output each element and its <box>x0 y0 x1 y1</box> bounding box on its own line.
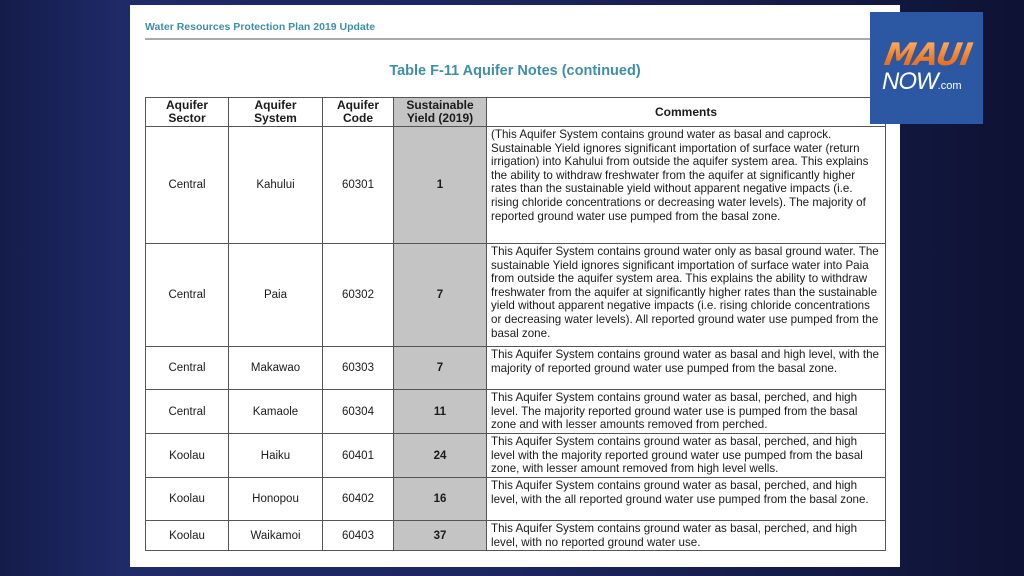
document-page <box>130 5 900 567</box>
column-header-comments: Comments <box>487 98 886 127</box>
cell-sector: Koolau <box>146 478 229 521</box>
cell-yield: 16 <box>394 478 487 521</box>
maui-now-logo <box>870 12 983 124</box>
cell-code: 60403 <box>323 521 394 551</box>
cell-system: Kamaole <box>229 390 323 434</box>
cell-sector: Koolau <box>146 521 229 551</box>
cell-comment: This Aquifer System contains ground water only as basal ground water. The sustainable Yield ignores significant importation of surface water into Paia from outside the aquifer system area. This explains the ability to withdraw freshwater from the aquifer at significantly higher rates than the sustainable yield without apparent negative impacts (i.e. rising chloride concentrations or decreasing water levels). All reported ground water use pumped from the basal zone. <box>487 244 886 347</box>
cell-yield: 37 <box>394 521 487 551</box>
logo-maui-text: MAUI <box>875 39 981 71</box>
document-header: Water Resources Protection Plan 2019 Update <box>145 21 885 40</box>
cell-sector: Central <box>146 390 229 434</box>
cell-code: 60302 <box>323 244 394 347</box>
cell-sector: Central <box>146 347 229 390</box>
cell-yield: 24 <box>394 434 487 478</box>
cell-comment: This Aquifer System contains ground water as basal, perched, and high level. The majority reported ground water use is pumped from the basal zone and with lesser amounts removed from perched. <box>487 390 886 434</box>
cell-comment: This Aquifer System contains ground water as basal and high level, with the majority of reported ground water use pumped from the basal zone. <box>487 347 886 390</box>
cell-code: 60303 <box>323 347 394 390</box>
column-header-sector: Aquifer Sector <box>146 98 229 127</box>
table-title: Table F-11 Aquifer Notes (continued) <box>389 63 641 79</box>
column-header-system: Aquifer System <box>229 98 323 127</box>
logo-now-text: NOW.com <box>882 68 962 95</box>
table-row <box>146 127 886 244</box>
column-header-code: Aquifer Code <box>323 98 394 127</box>
table-row <box>146 521 886 551</box>
cell-yield: 1 <box>394 127 487 244</box>
cell-comment: This Aquifer System contains ground water as basal, perched, and high level, with the all reported ground water use pumped from the basal zone. <box>487 478 886 521</box>
cell-comment: This Aquifer System contains ground water as basal, perched, and high level, with no reported ground water use. <box>487 521 886 551</box>
cell-code: 60401 <box>323 434 394 478</box>
cell-sector: Koolau <box>146 434 229 478</box>
table-row <box>146 478 886 521</box>
table-row <box>146 390 886 434</box>
cell-system: Kahului <box>229 127 323 244</box>
cell-yield: 7 <box>394 244 487 347</box>
table-header-row <box>146 98 886 127</box>
cell-sector: Central <box>146 244 229 347</box>
cell-code: 60402 <box>323 478 394 521</box>
cell-system: Makawao <box>229 347 323 390</box>
cell-code: 60304 <box>323 390 394 434</box>
column-header-yield: Sustainable Yield (2019) <box>394 98 487 127</box>
aquifer-notes-table <box>145 97 886 551</box>
cell-yield: 7 <box>394 347 487 390</box>
cell-system: Paia <box>229 244 323 347</box>
cell-yield: 11 <box>394 390 487 434</box>
cell-comment: This Aquifer System contains ground water as basal, perched, and high level with the majority reported ground water use pumped from the basal zone, with lesser amount removed from high level wells. <box>487 434 886 478</box>
cell-system: Waikamoi <box>229 521 323 551</box>
table-row <box>146 244 886 347</box>
table-row <box>146 434 886 478</box>
cell-sector: Central <box>146 127 229 244</box>
table-row <box>146 347 886 390</box>
cell-system: Haiku <box>229 434 323 478</box>
cell-code: 60301 <box>323 127 394 244</box>
cell-system: Honopou <box>229 478 323 521</box>
cell-comment: (This Aquifer System contains ground water as basal and caprock. Sustainable Yield ignores significant importation of surface water (return irrigation) into Kahului from outside the aquifer system area. This explains the ability to withdraw freshwater from the aquifer at significantly higher rates than the sustainable yield without apparent negative impacts (i.e. rising chloride concentrations or decreasing water levels). The majority of reported ground water use pumped from the basal zone. <box>487 127 886 244</box>
